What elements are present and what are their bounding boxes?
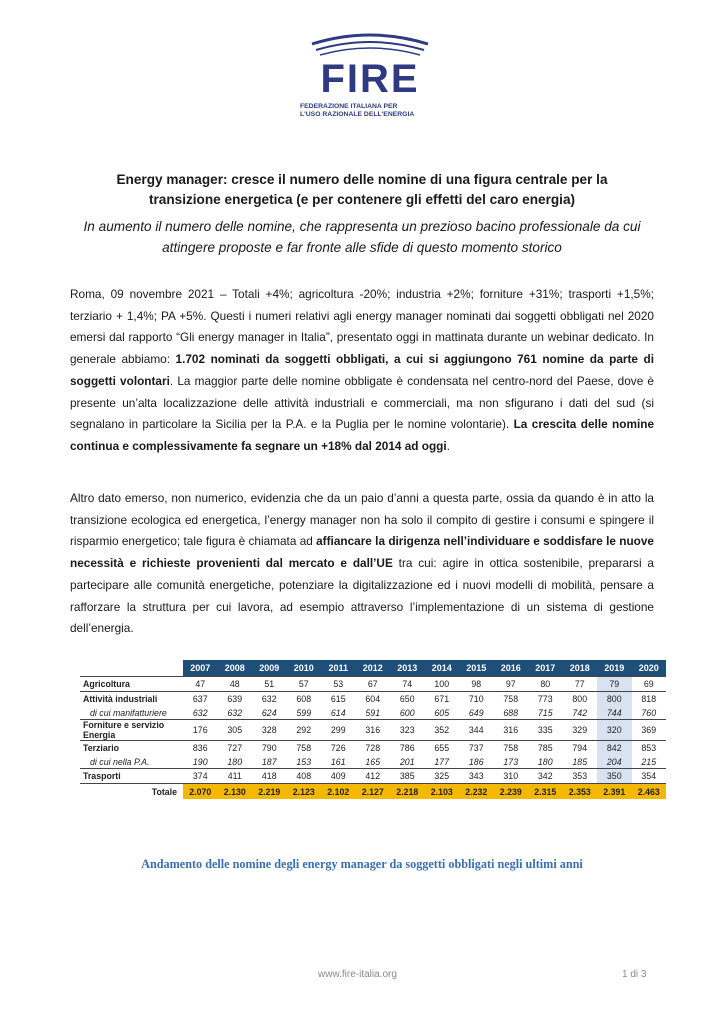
table-cell: 786 [390, 741, 425, 756]
table-row [80, 677, 666, 692]
table-header-year: 2017 [528, 660, 563, 677]
table-cell: 79 [597, 677, 632, 692]
table-cell: 190 [192, 756, 208, 767]
table-header-blank [80, 660, 183, 677]
table-cell: 353 [563, 769, 598, 784]
table-header-year: 2010 [287, 660, 322, 677]
table-cell: 2.127 [356, 784, 391, 800]
press-release-title: Energy manager: cresce il numero delle nomine di una figura centrale per la transizione energetica (e per contenere gli effetti del caro energia) [116, 172, 608, 207]
table-cell: 836 [183, 741, 218, 756]
table-cell: 292 [287, 720, 322, 741]
table-cell: 165 [365, 756, 381, 767]
table-cell: 655 [425, 741, 460, 756]
table-cell: 74 [390, 677, 425, 692]
table-cell: 354 [632, 769, 667, 784]
table-cell: 744 [597, 706, 632, 720]
table-row [80, 769, 666, 784]
p1-text-e: . [446, 438, 450, 453]
p2-text-c: tra cui: agire in ottica sostenibile, prepararsi a partecipare alle comunità energetiche, potenziare la digitalizzazione ed i nuovi modelli di mobilità, pensare a rafforzare la struttura per cui lavora, ad esempio attraverso l’implementazione di un sistema di gestione dell’energia. [70, 556, 654, 636]
table-header-year: 2009 [252, 660, 287, 677]
table-cell: 2.102 [321, 784, 356, 800]
table-cell: 352 [425, 720, 460, 741]
table-cell: 186 [468, 756, 484, 767]
table-cell: 180 [537, 756, 553, 767]
table-row [80, 784, 666, 800]
table-cell: 204 [597, 755, 632, 769]
table-cell: 2.463 [632, 784, 667, 800]
footer-page-number: 1 di 3 [622, 969, 647, 980]
table-row-label: Terziario [80, 741, 183, 756]
p1-text-c: . La maggior parte delle nomine obbligate è condensata nel centro-nord del Paese, dove è presente un’alta localizzazione delle attività industriali e commerciali, ma non sfigurano i dati del sud (si segnalano in particolare la Sicilia per la P.A. e la Puglia per le nomine volontarie). [70, 373, 654, 432]
table-cell: 615 [321, 692, 356, 707]
table-cell: 80 [528, 677, 563, 692]
table-cell: 343 [459, 769, 494, 784]
table-cell: 350 [597, 769, 632, 784]
table-cell: 215 [641, 756, 657, 767]
table-row [80, 720, 666, 741]
table-cell: 649 [468, 707, 484, 718]
table-cell: 853 [632, 741, 667, 756]
logo-org-name [300, 103, 440, 119]
table-cell: 316 [356, 720, 391, 741]
table-cell: 605 [434, 707, 450, 718]
table-cell: 53 [321, 677, 356, 692]
table-cell: 305 [218, 720, 253, 741]
table-row-label: Trasporti [80, 769, 183, 784]
table-cell: 785 [528, 741, 563, 756]
table-cell: 185 [572, 756, 588, 767]
table-cell: 57 [287, 677, 322, 692]
table-cell: 742 [572, 707, 588, 718]
table-cell: 51 [252, 677, 287, 692]
table-cell: 2.218 [390, 784, 425, 800]
table-cell: 409 [321, 769, 356, 784]
table-cell: 818 [632, 692, 667, 707]
table-cell: 632 [227, 707, 243, 718]
table-cell: 344 [459, 720, 494, 741]
p2-bold-b: affiancare la dirigenza nell’individuare e soddisfare le nuove necessità e richieste provenienti dal mercato e dall’UE [70, 534, 654, 571]
table-cell: 411 [218, 769, 253, 784]
table-cell: 329 [563, 720, 598, 741]
table-cell: 842 [597, 741, 632, 756]
table-cell: 715 [537, 707, 553, 718]
table-header-year: 2008 [218, 660, 253, 677]
table-cell: 161 [330, 756, 346, 767]
nomine-table [80, 660, 666, 799]
table-cell: 173 [503, 756, 519, 767]
table-cell: 599 [296, 707, 312, 718]
table-cell: 600 [399, 707, 415, 718]
table-cell: 48 [218, 677, 253, 692]
logo-text: FIRE [320, 57, 420, 101]
table-cell: 639 [218, 692, 253, 707]
table-cell: 408 [287, 769, 322, 784]
paragraph-1 [70, 284, 654, 458]
table-cell: 412 [356, 769, 391, 784]
table-cell: 325 [425, 769, 460, 784]
paragraph-2 [70, 488, 654, 640]
table-cell: 727 [218, 741, 253, 756]
table-header-row [80, 660, 666, 677]
table-header-year: 2018 [563, 660, 598, 677]
table-cell: 201 [399, 756, 415, 767]
table-header-year: 2014 [425, 660, 460, 677]
table-cell: 726 [321, 741, 356, 756]
table-cell: 758 [494, 741, 529, 756]
p2-text-a: Altro dato emerso, non numerico, evidenzia che da un paio d’anni a questa parte, ossia da quando è in atto la transizione ecologica ed energetica, l’energy manager non ha solo il compito di gestire i consumi e spingere il risparmio energetico; tale figura è chiamata ad [70, 491, 654, 549]
table-cell: 604 [356, 692, 391, 707]
table-cell: 688 [503, 707, 519, 718]
table-cell: 737 [459, 741, 494, 756]
table-cell: 69 [632, 677, 667, 692]
table-header-year: 2007 [183, 660, 218, 677]
footer-url[interactable]: www.fire-italia.org [318, 969, 397, 980]
table-cell: 2.219 [252, 784, 287, 800]
table-cell: 47 [183, 677, 218, 692]
table-row-label: di cui nella P.A. [90, 756, 150, 767]
table-cell: 650 [390, 692, 425, 707]
logo-org-line1: FEDERAZIONE ITALIANA PER [300, 103, 398, 110]
table-cell: 328 [252, 720, 287, 741]
table-row-label: di cui manifatturiere [90, 707, 167, 718]
table-cell: 2.232 [459, 784, 494, 800]
table-cell: 180 [227, 756, 243, 767]
table-cell: 310 [494, 769, 529, 784]
table-cell: 2.123 [287, 784, 322, 800]
table-caption: Andamento delle nomine degli energy manager da soggetti obbligati negli ultimi anni [141, 857, 583, 871]
table-cell: 2.103 [425, 784, 460, 800]
table-cell: 77 [563, 677, 598, 692]
table-cell: 671 [425, 692, 460, 707]
press-release-subtitle: In aumento il numero delle nomine, che rappresenta un prezioso bacino professionale da cui attingere proposte e far fronte alle sfide di questo momento storico [83, 219, 641, 255]
table-row [80, 706, 666, 720]
table-cell: 2.353 [563, 784, 598, 800]
table-cell: 374 [183, 769, 218, 784]
table-row [80, 692, 666, 707]
table-cell: 794 [563, 741, 598, 756]
table-cell: 98 [459, 677, 494, 692]
table-cell: 299 [321, 720, 356, 741]
table-cell: 418 [252, 769, 287, 784]
table-cell: 624 [261, 707, 277, 718]
table-cell: 385 [390, 769, 425, 784]
table-cell: 614 [330, 707, 346, 718]
p1-text-a: Roma, 09 novembre 2021 – Totali +4%; agricoltura -20%; industria +2%; forniture +31%; trasporti +1,5%; terziario + 1,4%; PA +5%. Questi i numeri relativi agli energy manager nominati dai soggetti obbligati nel 2020 emersi dal rapporto “Gli energy manager in Italia”, presentato oggi in mattinata durante un webinar dedicato. In generale abbiamo: [70, 287, 654, 367]
table-cell: 2.315 [528, 784, 563, 800]
table-cell: 800 [563, 692, 598, 707]
table-row [80, 755, 666, 769]
table-cell: 790 [252, 741, 287, 756]
table-cell: 758 [494, 692, 529, 707]
table-row-label: Attività industriali [80, 692, 183, 707]
table-cell: 187 [261, 756, 277, 767]
table-row-label: Totale [80, 784, 183, 800]
p1-bold-d: La crescita delle nomine continua e complessivamente fa segnare un +18% dal 2014 ad oggi [70, 417, 655, 453]
table-cell: 632 [192, 707, 208, 718]
table-header-year: 2013 [390, 660, 425, 677]
table-row [80, 741, 666, 756]
table-cell: 728 [356, 741, 391, 756]
table-header-year: 2019 [597, 660, 632, 677]
logo-org-line2: L'USO RAZIONALE DELL'ENERGIA [300, 111, 415, 118]
table-header-year: 2012 [356, 660, 391, 677]
table-cell: 591 [365, 707, 381, 718]
table-cell: 800 [597, 692, 632, 707]
table-cell: 2.239 [494, 784, 529, 800]
table-cell: 342 [528, 769, 563, 784]
table-cell: 67 [356, 677, 391, 692]
table-cell: 608 [287, 692, 322, 707]
table-cell: 710 [459, 692, 494, 707]
table-row-label: Forniture e servizio Energia [80, 720, 183, 741]
table-cell: 632 [252, 692, 287, 707]
table-cell: 2.130 [218, 784, 253, 800]
table-cell: 153 [296, 756, 312, 767]
table-cell: 2.070 [183, 784, 218, 800]
table-header-year: 2020 [632, 660, 667, 677]
table-cell: 316 [494, 720, 529, 741]
table-header-year: 2016 [494, 660, 529, 677]
table-cell: 637 [183, 692, 218, 707]
table-cell: 176 [183, 720, 218, 741]
table-header-year: 2015 [459, 660, 494, 677]
table-row-label: Agricoltura [80, 677, 183, 692]
fire-logo-graphic [300, 30, 440, 102]
table-cell: 335 [528, 720, 563, 741]
table-header-year: 2011 [321, 660, 356, 677]
table-cell: 760 [641, 707, 657, 718]
table-cell: 177 [434, 756, 450, 767]
table-cell: 97 [494, 677, 529, 692]
fire-logo [300, 30, 440, 118]
table-cell: 773 [528, 692, 563, 707]
table-cell: 100 [425, 677, 460, 692]
p1-bold-b: 1.702 nominati da soggetti obbligati, a cui si aggiungono 761 nomine da parte di soggetti volontari [70, 352, 654, 388]
table-cell: 323 [390, 720, 425, 741]
table-cell: 758 [287, 741, 322, 756]
table-cell: 320 [597, 720, 632, 741]
table-cell: 369 [632, 720, 667, 741]
table-cell: 2.391 [597, 784, 632, 800]
